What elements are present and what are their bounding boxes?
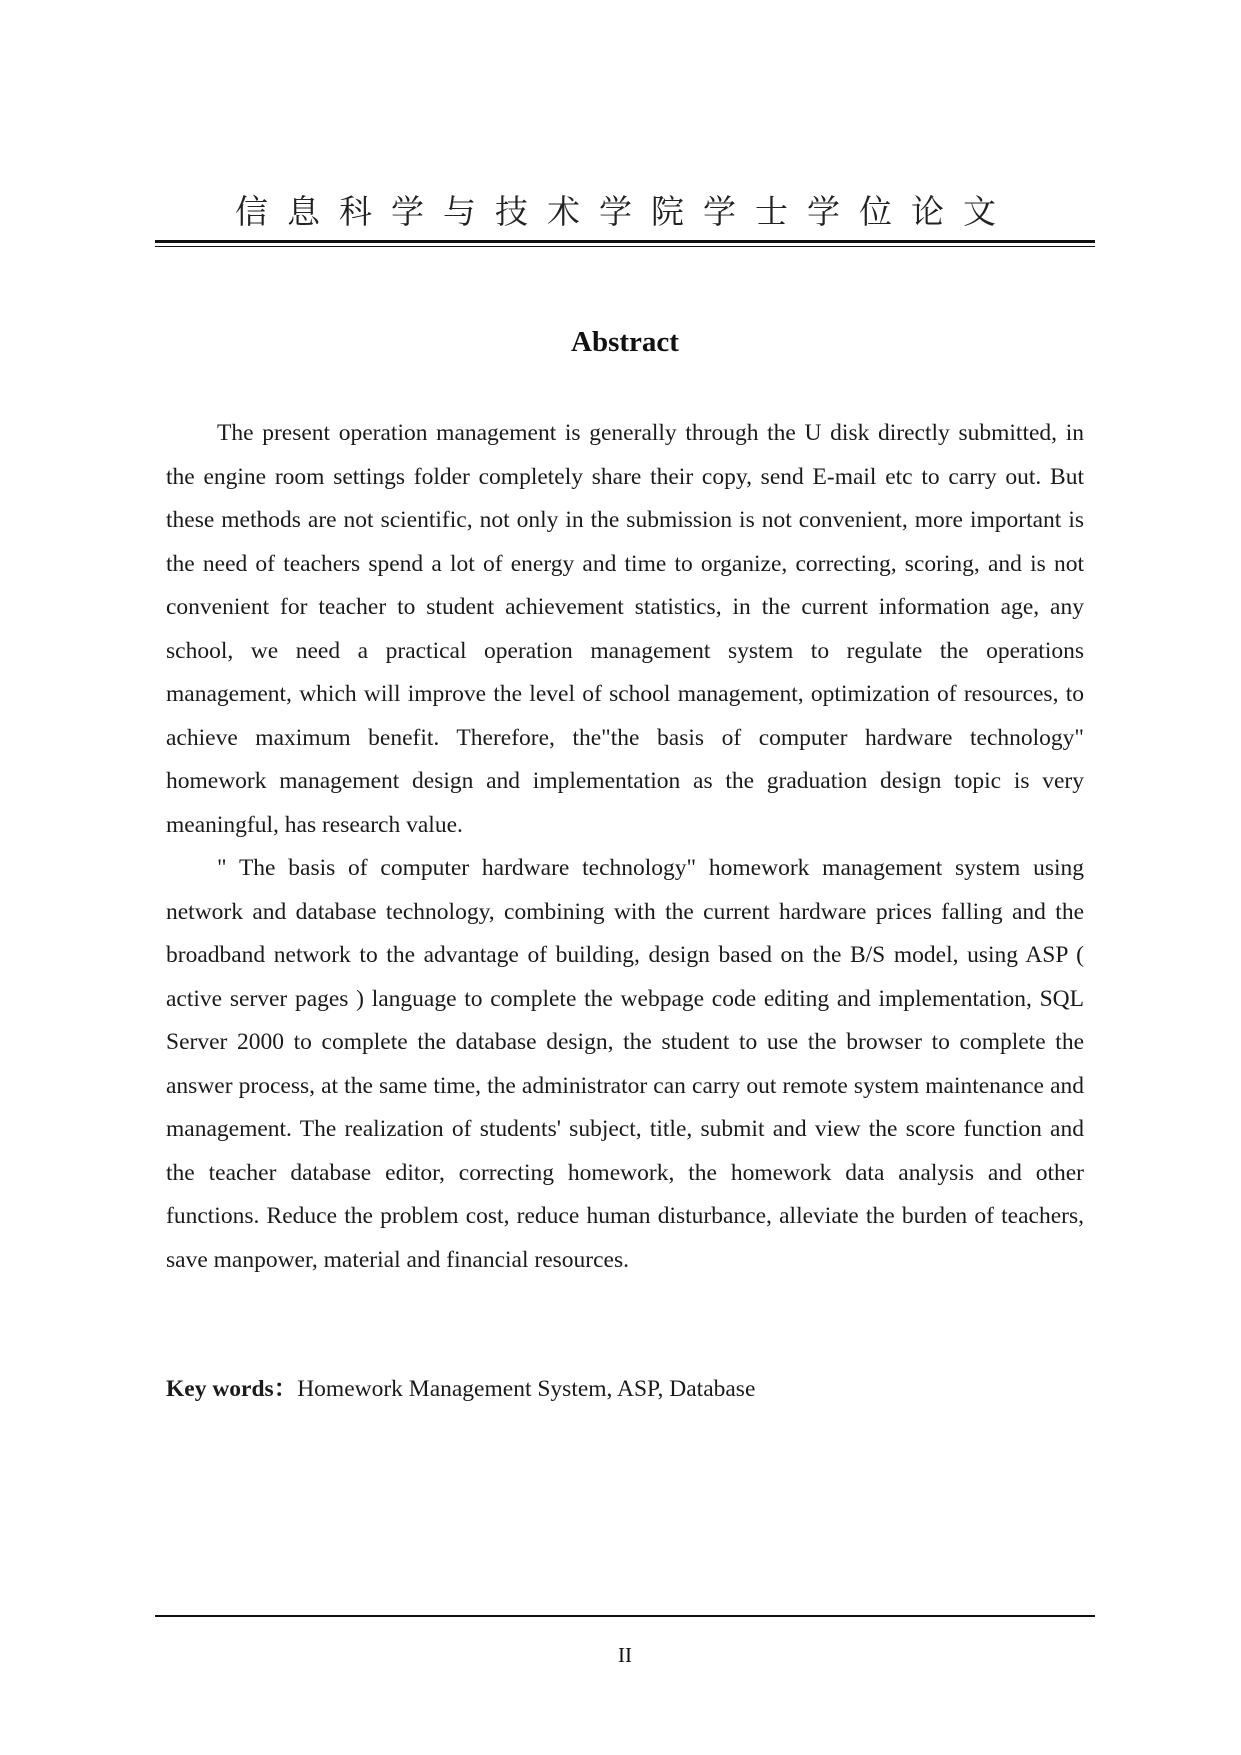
keywords-label: Key words： <box>166 1376 298 1402</box>
running-header-title: 信息科学与技术学院学士学位论文 <box>235 192 1015 231</box>
header-rule-thin <box>155 246 1095 247</box>
abstract-heading: Abstract <box>571 326 679 358</box>
keywords-line <box>166 1369 1084 1409</box>
footer-rule <box>155 1615 1095 1617</box>
abstract-body <box>166 412 1084 1282</box>
page-number: II <box>618 1643 632 1667</box>
abstract-paragraph-1: The present operation management is generally through the U disk directly submitted, in the engine room settings folder completely share their copy, send E-mail etc to carry out. But these methods are not scientific, not only in the submission is not convenient, more important is the need of teachers spend a lot of energy and time to organize, correcting, scoring, and is not convenient for teacher to student achievement statistics, in the current information age, any school, we need a practical operation management system to regulate the operations management, which will improve the level of school management, optimization of resources, to achieve maximum benefit. Therefore, the"the basis of computer hardware technology" homework management design and implementation as the graduation design topic is very meaningful, has research value. <box>166 420 1084 838</box>
keywords-value: Homework Management System, ASP, Database <box>297 1376 756 1402</box>
abstract-paragraph-2: " The basis of computer hardware technology" homework management system using network and database technology, combining with the current hardware prices falling and the broadband network to the advantage of building, design based on the B/S model, using ASP ( active server pages ) language to complete the webpage code editing and implementation, SQL Server 2000 to complete the database design, the student to use the browser to complete the answer process, at the same time, the administrator can carry out remote system maintenance and management. The realization of students' subject, title, submit and view the score function and the teacher database editor, correcting homework, the homework data analysis and other functions. Reduce the problem cost, reduce human disturbance, alleviate the burden of teachers, save manpower, material and financial resources. <box>166 855 1084 1273</box>
header-rule-thick <box>155 240 1095 243</box>
